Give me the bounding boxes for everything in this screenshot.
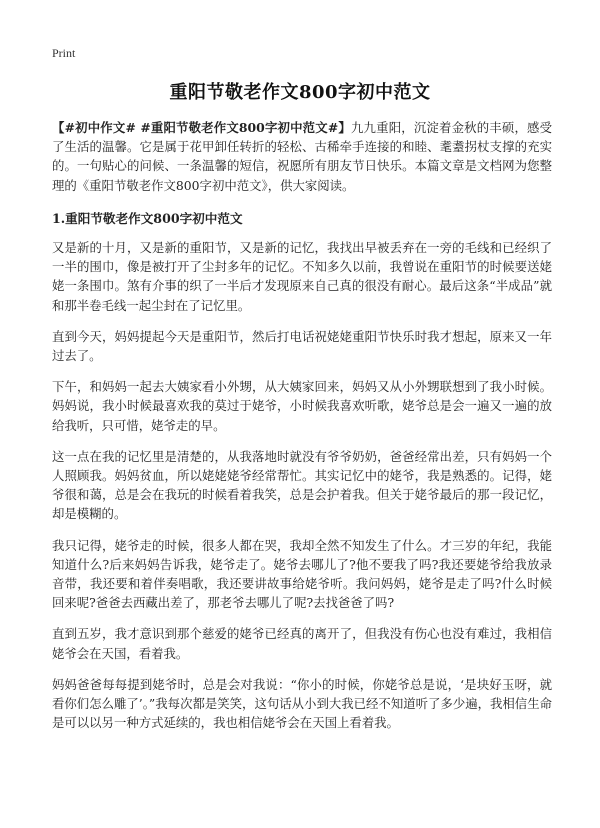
paragraph: 又是新的十月，又是新的重阳节，又是新的记忆，我找出早被丢弃在一旁的毛线和已经织了一半的围巾，像是被打开了尘封多年的记忆。不知多久以前，我曾说在重阳节的时候要送姥姥一条围巾。煞有介事的织了一半后才发现原来自己真的很没有耐心。最后这条“半成品”就和那半卷毛线一起尘封在了记忆里。 (52, 240, 552, 313)
intro-tag: 【#初中作文# #重阳节敬老作文800字初中范文#】 (52, 120, 351, 135)
paragraph: 妈妈爸爸每每提到姥爷时，总是会对我说：“你小的时候，你姥爷总是说，‘是块好玉呀，就看你们怎么雕了’。”我每次都是笑笑，这句话从小到大我已经不知道听了多少遍，我相信生命是可以以另一种方式延续的，我也相信姥爷会在天国上看着我。 (52, 676, 552, 731)
section-heading: 1.重阳节敬老作文800字初中范文 (52, 210, 243, 226)
paragraph: 这一点在我的记忆里是清楚的，从我落地时就没有爷爷奶奶，爸爸经常出差，只有妈妈一个人照顾我。妈妈贫血，所以姥姥姥爷经常帮忙。其实记忆中的姥爷，我是熟悉的。记得，姥爷很和蔼，总是会在我玩的时候看着我笑，总是会护着我。但关于姥爷最后的那一段记忆，却是模糊的。 (52, 448, 552, 522)
article-title: 重阳节敬老作文800字初中范文 (169, 82, 431, 103)
paragraph: 我只记得，姥爷走的时候，很多人都在哭，我却全然不知发生了什么。才三岁的年纪，我能知道什么?后来妈妈告诉我，姥爷走了。姥爷去哪儿了?他不要我了吗?我还要姥爷给我放录音带，我还要和着伴奏唱歌，我还要讲故事给姥爷听。我问妈妈，姥爷是走了吗?什么时候回来呢?爸爸去西藏出差了，那老爷去哪儿了呢?去找爸爸了吗? (52, 537, 552, 611)
print-link[interactable]: Print (52, 46, 76, 60)
intro-text: 九九重阳，沉淀着金秋的丰硕，感受了生活的温馨。它是属于花甲卸任转折的轻松、古稀牵手连接的和睦、耄耋拐杖支撑的充实的。一句贴心的问候、一条温馨的短信，祝愿所有朋友节日快乐。本篇文章是文档网为您整理的《重阳节敬老作文800字初中范文》，供大家阅读。 (52, 120, 552, 193)
paragraph: 直到五岁，我才意识到那个慈爱的姥爷已经真的离开了，但我没有伤心也没有难过，我相信姥爷会在天国，看着我。 (52, 626, 552, 661)
article-body (52, 118, 552, 744)
paragraph: 直到今天，妈妈提起今天是重阳节，然后打电话祝姥姥重阳节快乐时我才想起，原来又一年过去了。 (52, 328, 552, 364)
intro-paragraph (52, 118, 552, 195)
paragraph: 下午，和妈妈一起去大姨家看小外甥，从大姨家回来，妈妈又从小外甥联想到了我小时候。妈妈说，我小时候最喜欢我的莫过于姥爷，小时候我喜欢听歌，姥爷总是会一遍又一遍的放给我听，只可惜，姥爷走的早。 (52, 379, 552, 433)
